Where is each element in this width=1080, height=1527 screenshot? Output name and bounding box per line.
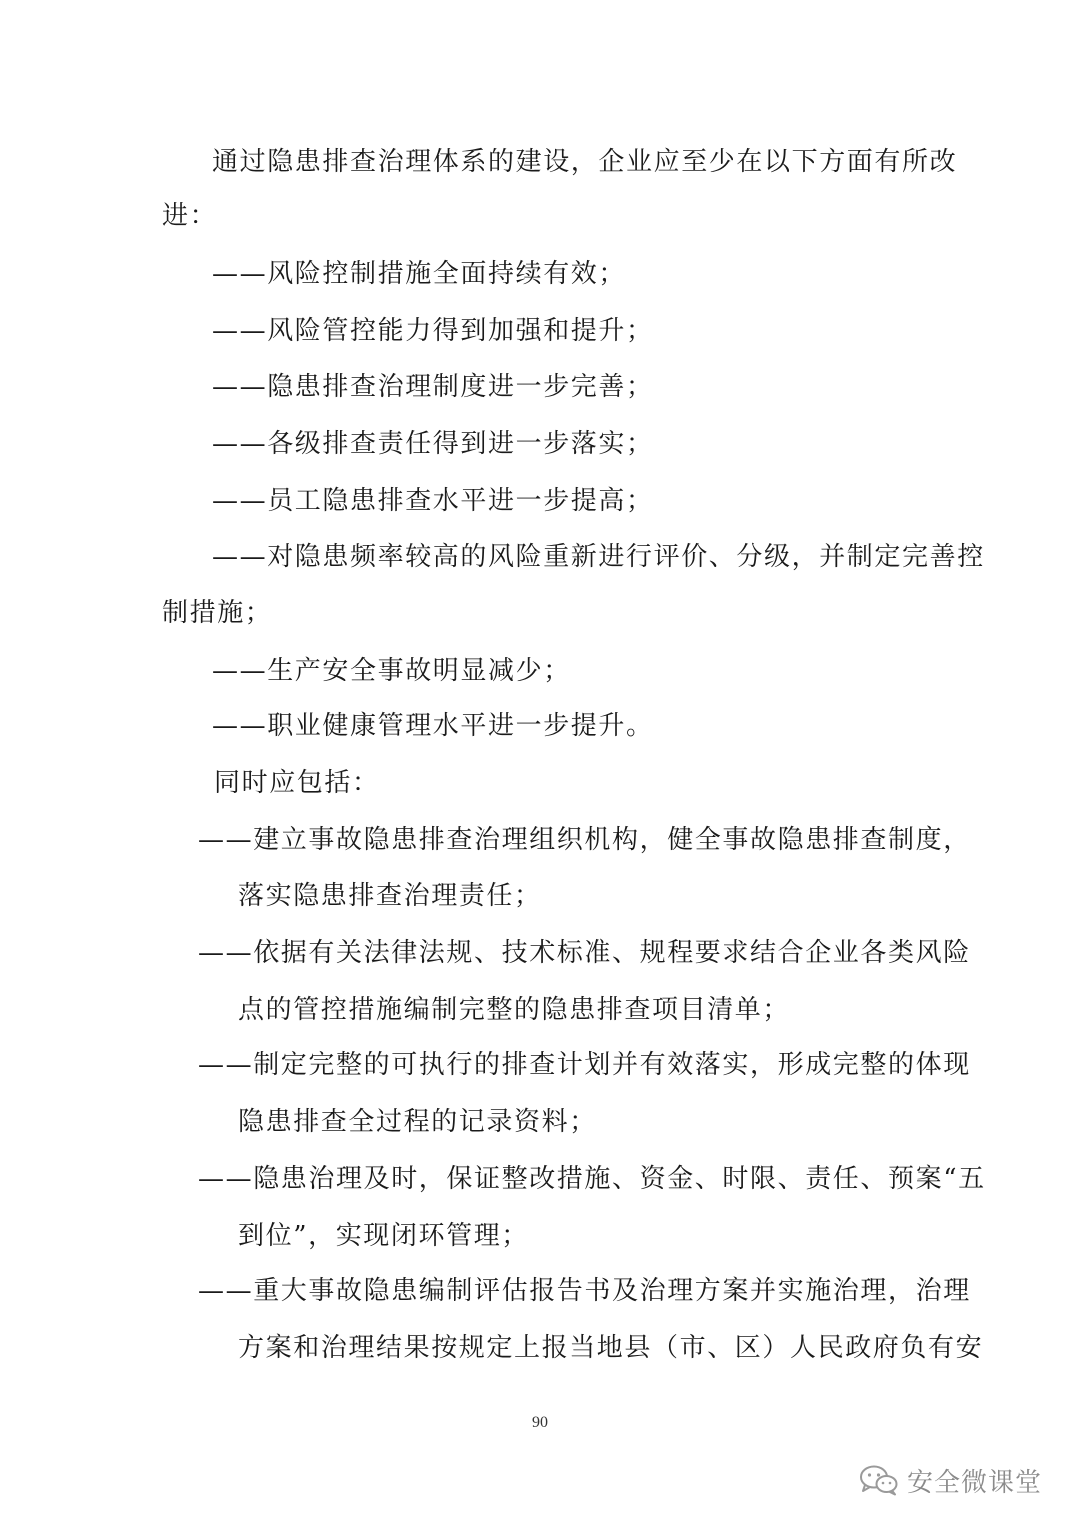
list-item: ——制定完整的可执行的排查计划并有效落实，形成完整的体现 xyxy=(198,1050,971,1080)
list-item: ——建立事故隐患排查治理组织机构，健全事故隐患排查制度， xyxy=(198,825,971,855)
list-item: ——重大事故隐患编制评估报告书及治理方案并实施治理，治理 xyxy=(198,1276,971,1306)
list-item: ——各级排查责任得到进一步落实； xyxy=(212,429,654,459)
list-item: ——对隐患频率较高的风险重新进行评价、分级，并制定完善控 xyxy=(212,542,985,572)
list-item: ——依据有关法律法规、技术标准、规程要求结合企业各类风险 xyxy=(198,938,971,968)
paragraph-line: 同时应包括： xyxy=(214,768,380,798)
list-item: ——员工隐患排查水平进一步提高； xyxy=(212,486,654,516)
list-item: ——职业健康管理水平进一步提升。 xyxy=(212,711,654,741)
list-item-continuation: 落实隐患排查治理责任； xyxy=(238,881,542,911)
list-item-continuation: 到位”，实现闭环管理； xyxy=(238,1221,529,1251)
watermark xyxy=(859,1460,1042,1500)
list-item: ——风险控制措施全面持续有效； xyxy=(212,259,627,289)
page-number: 90 xyxy=(532,1414,548,1431)
paragraph-line: 通过隐患排查治理体系的建设，企业应至少在以下方面有所改 xyxy=(212,147,958,177)
list-item-continuation: 方案和治理结果按规定上报当地县（市、区）人民政府负有安 xyxy=(238,1333,984,1363)
watermark-text: 安全微课堂 xyxy=(906,1467,1042,1498)
list-item: ——生产安全事故明显减少； xyxy=(212,656,571,686)
wechat-icon xyxy=(859,1464,899,1496)
list-item-continuation: 制措施； xyxy=(162,598,273,628)
list-item: ——隐患排查治理制度进一步完善； xyxy=(212,372,654,402)
paragraph-line: 进： xyxy=(162,201,218,231)
list-item-continuation: 隐患排查全过程的记录资料； xyxy=(238,1107,597,1137)
list-item: ——风险管控能力得到加强和提升； xyxy=(212,316,654,346)
list-item: ——隐患治理及时，保证整改措施、资金、时限、责任、预案“五 xyxy=(198,1164,986,1194)
list-item-continuation: 点的管控措施编制完整的隐患排查项目清单； xyxy=(238,995,791,1025)
